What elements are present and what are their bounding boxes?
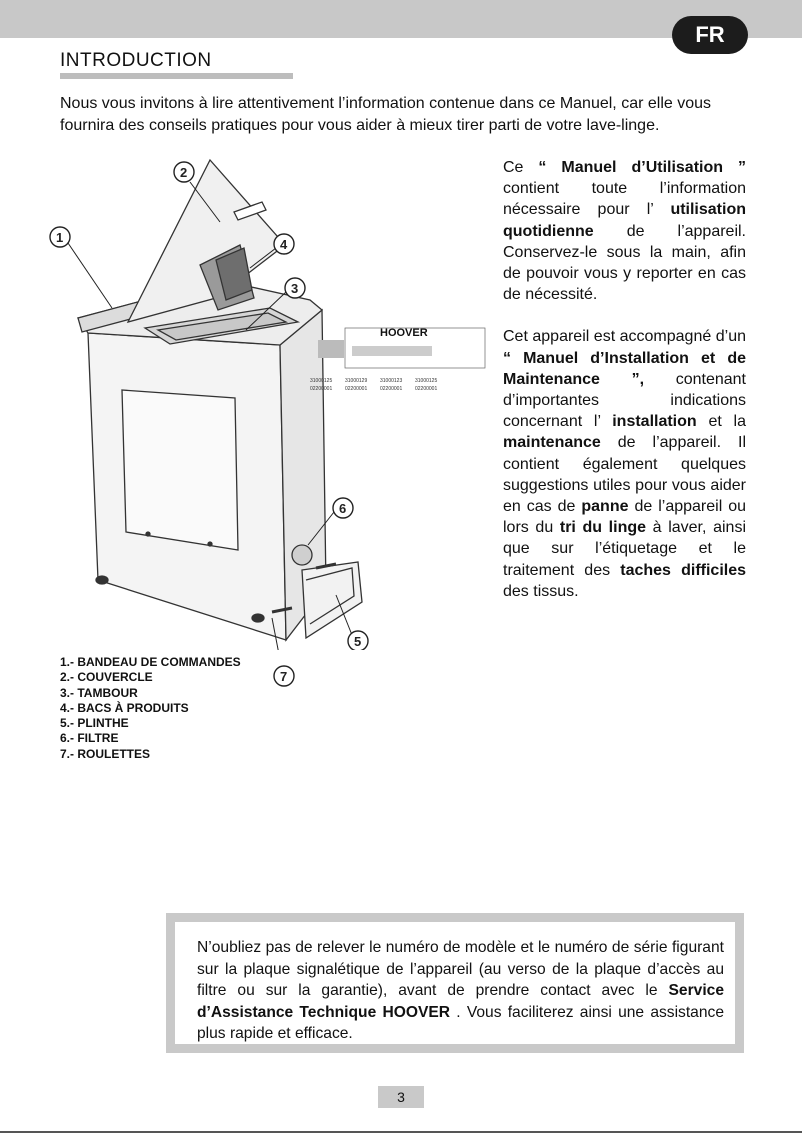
callout-5 <box>348 631 368 650</box>
callout-6 <box>333 498 353 518</box>
page-number: 3 <box>378 1086 424 1108</box>
rating-plate <box>310 327 485 392</box>
svg-text:4: 4 <box>280 237 288 252</box>
plate-brand: HOOVER <box>380 327 428 339</box>
intro-paragraph: Nous vous invitons à lire attentivement l’information contenue dans ce Manuel, car elle vous fournira des conseils pratiques pour vous aider à mieux tirer parti de votre lave-linge. <box>60 95 712 134</box>
title-underline <box>60 73 293 79</box>
plate-serial-3: 02200001 <box>380 386 403 392</box>
plate-code-3: 31000123 <box>380 378 403 384</box>
svg-text:5: 5 <box>354 634 362 649</box>
bottom-rule <box>0 1131 802 1133</box>
plate-serial-4: 02200001 <box>415 386 438 392</box>
svg-text:2: 2 <box>180 165 188 180</box>
plate-serial-2: 02200001 <box>345 386 368 392</box>
plate-code-2: 31000129 <box>345 378 368 384</box>
notice-text: N’oubliez pas de relever le numéro de modèle et le numéro de série figurant sur la plaque signalétique de l’appareil (au verso de la plaque d’accès au filtre ou sur la garantie), avant de prendre contact avec le Service d’Assistance Technique HOOVER . Vous faciliterez ainsi une assistance plus rapide et efficace. <box>197 939 724 1043</box>
svg-text:1: 1 <box>56 230 64 245</box>
legend-item: 7.- ROULETTES <box>60 746 151 761</box>
legend-item: 5.- PLINTHE <box>60 716 129 731</box>
plate-serial-1: 02200001 <box>310 386 333 392</box>
legend-item: 2.- COUVERCLE <box>60 670 153 685</box>
manual-installation-paragraph: Cet appareil est accompagné d’un “ Manuel d’Installation et de Maintenance ”, contenant d’importantes indications concernant l’ installation et la maintenance de l’appareil. Il contient également quelques suggestions utiles pour vous aider en cas de panne de l’appareil ou lors du tri du linge à laver, ainsi que sur l’étiquetage et le traitement des taches difficiles des tissus. <box>503 328 747 600</box>
svg-text:6: 6 <box>339 501 347 516</box>
notice-box <box>166 913 744 1053</box>
legend-item: 1.- BANDEAU DE COMMANDES <box>60 655 241 669</box>
svg-text:7: 7 <box>280 669 288 684</box>
section-title: INTRODUCTION <box>60 50 212 71</box>
manual-usage-paragraph: Ce “ Manuel d’Utilisation ” contient toute l’information nécessaire pour l’ utilisation quotidienne de l’appareil. Conservez-le sous la main, afin de pouvoir vous y reporter en cas de nécessité. <box>503 159 746 304</box>
legend-item: 6.- FILTRE <box>60 731 119 746</box>
callout-2 <box>174 162 194 182</box>
callout-4 <box>274 234 294 254</box>
parts-legend <box>60 655 241 762</box>
right-column-text <box>503 157 746 623</box>
callout-1 <box>50 227 70 247</box>
callout-7 <box>270 662 298 690</box>
svg-text:3: 3 <box>291 281 299 296</box>
plate-code-1: 31000125 <box>310 378 333 384</box>
language-badge: FR <box>672 16 748 54</box>
washing-machine-diagram <box>40 150 500 650</box>
legend-item: 4.- BACS À PRODUITS <box>60 700 189 715</box>
plate-code-4: 31000125 <box>415 378 438 384</box>
legend-item: 3.- TAMBOUR <box>60 685 138 700</box>
callout-3 <box>285 278 305 298</box>
